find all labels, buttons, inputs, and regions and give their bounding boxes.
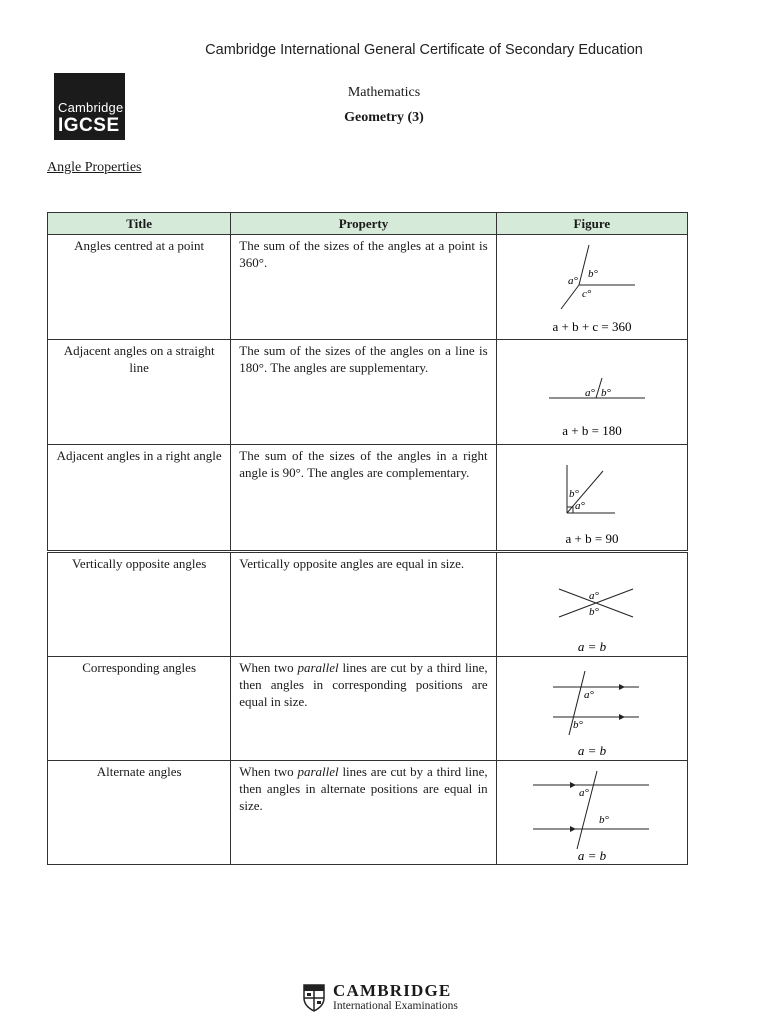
row-title: Adjacent angles in a right angle xyxy=(48,445,231,551)
topic-heading: Geometry (3) xyxy=(344,110,424,125)
formula: a = b xyxy=(577,743,606,758)
row-figure xyxy=(496,445,687,551)
footer-subtitle: International Examinations xyxy=(333,1000,458,1012)
row-figure xyxy=(496,235,687,340)
row-figure xyxy=(496,340,687,445)
formula: a + b + c = 360 xyxy=(552,319,632,334)
column-header-property: Property xyxy=(231,213,496,235)
row-title: Adjacent angles on a straight line xyxy=(48,340,231,445)
label-a: a° xyxy=(583,689,594,701)
vertically-opposite-figure xyxy=(497,553,687,656)
certificate-title: Cambridge International General Certificate of Secondary Education xyxy=(205,42,643,58)
column-header-figure: Figure xyxy=(496,213,687,235)
cambridge-igcse-logo xyxy=(54,73,125,140)
property-text-post: lines are cut by a third line, then angles in alternate positions are equal in size. xyxy=(239,764,488,813)
property-text-pre: When two xyxy=(239,660,298,675)
label-b: b° xyxy=(588,606,599,618)
row-property xyxy=(231,761,496,865)
angle-properties-table-1 xyxy=(47,212,688,551)
row-figure xyxy=(496,553,687,657)
label-a: a° xyxy=(567,275,578,287)
row-title: Vertically opposite angles xyxy=(48,553,231,657)
property-text-emphasis: parallel xyxy=(297,764,339,779)
row-property: The sum of the sizes of the angles at a point is 360°. xyxy=(231,235,496,340)
row-property: The sum of the sizes of the angles in a right angle is 90°. The angles are complementary. xyxy=(231,445,496,551)
table-row xyxy=(48,657,688,761)
row-property: Vertically opposite angles are equal in size. xyxy=(231,553,496,657)
row-title: Alternate angles xyxy=(48,761,231,865)
corresponding-angles-figure xyxy=(497,657,687,760)
table-row xyxy=(48,235,688,340)
formula: a = b xyxy=(577,848,606,863)
row-property: The sum of the sizes of the angles on a line is 180°. The angles are supplementary. xyxy=(231,340,496,445)
formula: a + b = 90 xyxy=(565,531,619,546)
label-a: a° xyxy=(588,590,599,602)
table-header-row xyxy=(48,213,688,235)
crest-icon xyxy=(303,984,325,1012)
straight-line-figure xyxy=(497,340,687,444)
row-title: Angles centred at a point xyxy=(48,235,231,340)
label-b: b° xyxy=(598,814,609,826)
angle-properties-table-2 xyxy=(47,552,688,865)
alternate-angles-figure xyxy=(497,761,687,864)
table-row xyxy=(48,553,688,657)
row-figure xyxy=(496,657,687,761)
property-text-post: lines are cut by a third line, then angles in corresponding positions are equal in size. xyxy=(239,660,488,709)
right-angle-figure xyxy=(497,445,687,550)
label-b: b° xyxy=(568,488,579,500)
label-b: b° xyxy=(600,387,611,399)
formula: a + b = 180 xyxy=(561,423,622,438)
formula: a = b xyxy=(577,639,606,654)
logo-line2: IGCSE xyxy=(58,115,120,136)
label-b: b° xyxy=(587,268,598,280)
footer-brand: CAMBRIDGE xyxy=(333,981,452,1000)
table-row xyxy=(48,445,688,551)
property-text-emphasis: parallel xyxy=(297,660,339,675)
label-a: a° xyxy=(584,387,595,399)
cambridge-footer-logo xyxy=(303,982,458,1013)
section-title: Angle Properties xyxy=(47,160,142,175)
subject-heading: Mathematics xyxy=(347,85,421,100)
row-title: Corresponding angles xyxy=(48,657,231,761)
label-c: c° xyxy=(581,288,591,300)
label-a: a° xyxy=(574,500,585,512)
property-text-pre: When two xyxy=(239,764,298,779)
table-row xyxy=(48,761,688,865)
row-property xyxy=(231,657,496,761)
column-header-title: Title xyxy=(48,213,231,235)
label-a: a° xyxy=(578,787,589,799)
row-figure xyxy=(496,761,687,865)
table-row xyxy=(48,340,688,445)
label-b: b° xyxy=(572,719,583,731)
logo-line1: Cambridge xyxy=(58,100,124,115)
angles-at-point-figure xyxy=(497,235,687,339)
